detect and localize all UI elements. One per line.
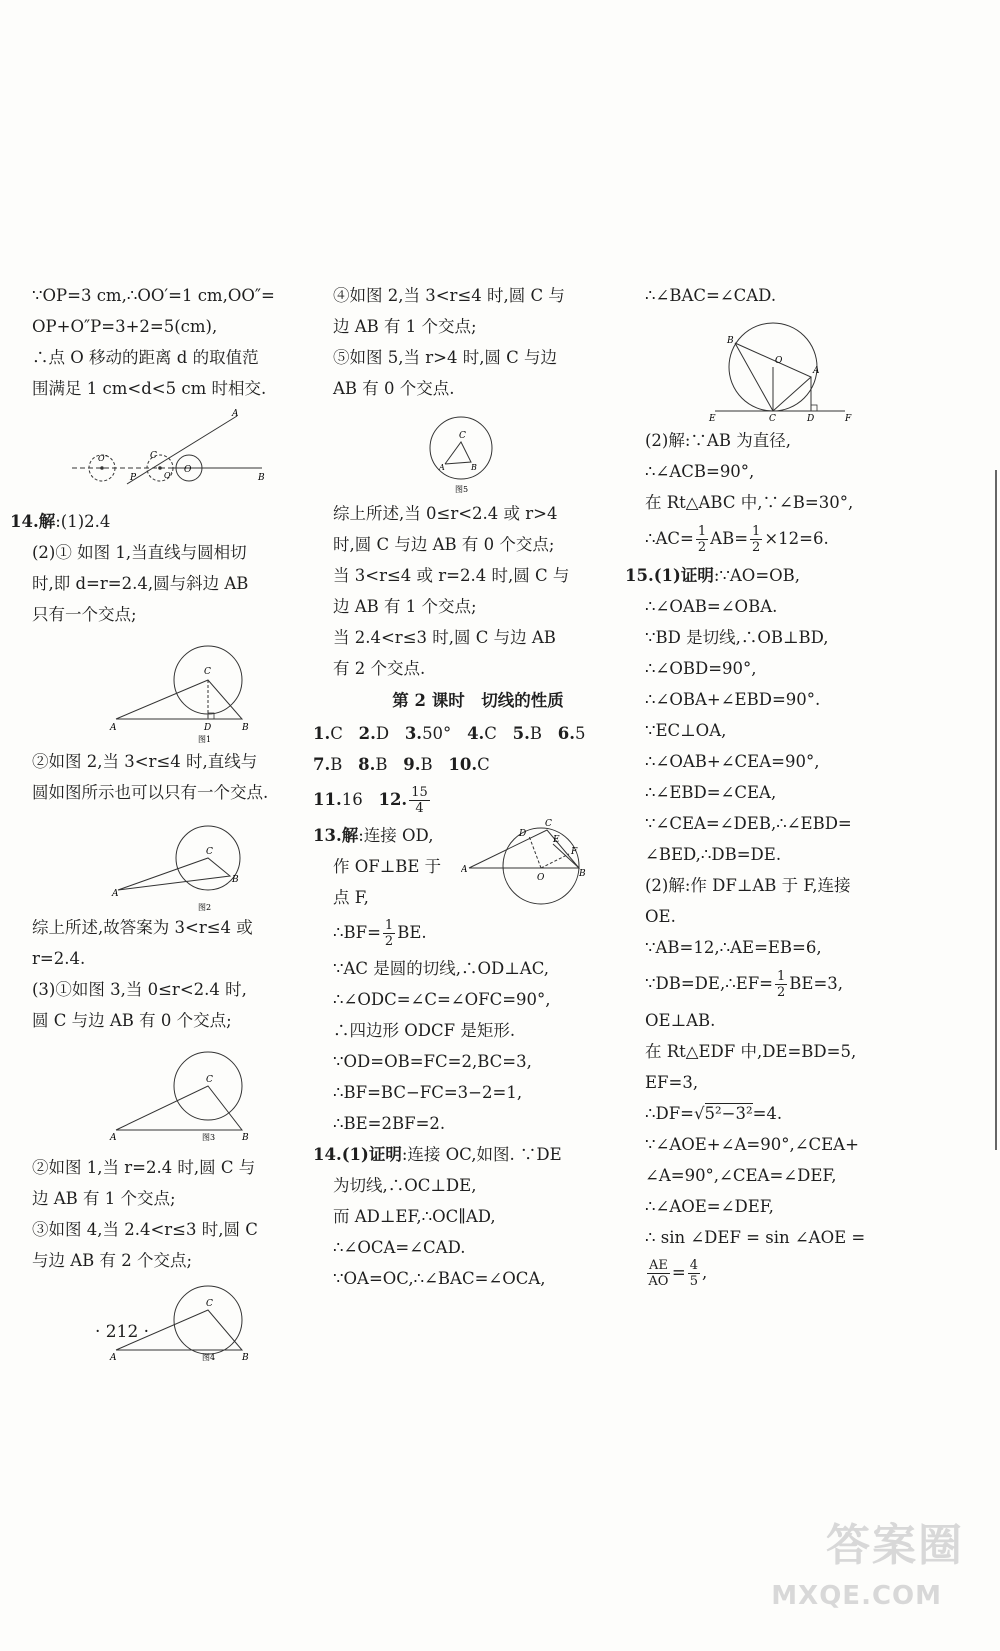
text-line: ∴∠ACB=90°, — [645, 462, 755, 481]
text-line: ∵AC 是圆的切线,∴OD⊥AC, — [333, 959, 549, 978]
text-line: AB 有 0 个交点. — [333, 379, 455, 398]
question-number: 7. — [313, 755, 331, 774]
question-label: 解 — [38, 512, 56, 531]
text-line: ∴BF= $\frac{1}{2}$ BE. — [333, 918, 427, 949]
text-line: ∵OD=OB=FC=2,BC=3, — [333, 1052, 532, 1071]
figure-1 — [92, 634, 292, 746]
svg-text:E: E — [553, 835, 560, 845]
fraction: $\frac{4}{5}$ — [689, 1258, 698, 1289]
svg-text:C: C — [545, 819, 552, 829]
text-line: ∴∠BAC=∠CAD. — [645, 286, 777, 305]
svg-text:D: D — [807, 414, 815, 424]
text-line: ∴∠OBD=90°, — [645, 659, 757, 678]
figure-3 — [92, 1040, 292, 1152]
page-edge — [992, 0, 1000, 1651]
text-line: 边 AB 有 1 个交点; — [32, 1189, 176, 1208]
text-line: ∵AB=12,∴AE=EB=6, — [645, 938, 822, 957]
figure-5 — [373, 408, 573, 498]
svg-text:E: E — [709, 414, 716, 424]
text-line: 与边 AB 有 2 个交点; — [32, 1251, 193, 1270]
text-line: EF=3, — [645, 1073, 699, 1092]
text-line: (2)① 如图 1,当直线与圆相切 — [32, 543, 247, 562]
svg-text:O: O — [184, 465, 192, 475]
text-line: ∵EC⊥OA, — [645, 721, 727, 740]
answer: 5 — [575, 724, 586, 743]
text-line: 作 OF⊥BE 于 — [333, 857, 442, 876]
column-left — [10, 280, 324, 1372]
section-heading: 第 2 课时 切线的性质 — [392, 691, 564, 710]
answer-row — [313, 718, 623, 749]
svg-text:D: D — [204, 723, 212, 733]
watermark-logo: 答案圈 — [826, 1520, 964, 1571]
answer: B — [375, 755, 388, 774]
text-line: 时,即 d=r=2.4,圆与斜边 AB — [32, 574, 249, 593]
text-line: 时,圆 C 与边 AB 有 0 个交点; — [333, 535, 555, 554]
svg-text:B: B — [471, 463, 477, 472]
answer: D — [375, 724, 390, 743]
text-line: ∴BF=BC−FC=3−2=1, — [333, 1083, 523, 1102]
text-line: ∵BD 是切线,∴OB⊥BD, — [645, 628, 829, 647]
text-line: ③如图 4,当 2.4<r≤3 时,圆 C — [32, 1220, 258, 1239]
fraction: $\frac{AE}{AO}$ — [648, 1258, 669, 1289]
text-line: 边 AB 有 1 个交点; — [333, 597, 477, 616]
text-line: 有 2 个交点. — [333, 659, 426, 678]
figure-2 — [92, 812, 292, 912]
column-right — [625, 280, 935, 1293]
question-number: 4. — [467, 724, 485, 743]
question-number: 6. — [557, 724, 576, 743]
text-line: 圆如图所示也可以只有一个交点. — [32, 783, 269, 802]
svg-text:B: B — [242, 723, 249, 733]
svg-text:B: B — [242, 1353, 249, 1363]
text-line: OE. — [645, 907, 676, 926]
text-line: (3)①如图 3,当 0≤r<2.4 时, — [32, 980, 247, 999]
text-line: ∴ sin ∠DEF = sin ∠AOE = — [645, 1228, 866, 1247]
svg-text:A: A — [110, 723, 117, 733]
text-line: OP+O″P=3+2=5(cm), — [32, 317, 218, 336]
text-line: 点 F, — [333, 888, 369, 907]
text-line: ∴∠OBA+∠EBD=90°. — [645, 690, 821, 709]
text-line: OE⊥AB. — [645, 1011, 716, 1030]
watermark-url: MXQE.COM — [771, 1581, 942, 1611]
svg-text:O′: O′ — [164, 471, 173, 480]
text-line: ∵∠CEA=∠DEB,∴∠EBD= — [645, 814, 852, 833]
svg-text:A: A — [110, 1133, 117, 1143]
text-line: $\frac{AE}{AO}$ = $\frac{4}{5}$ , — [648, 1258, 708, 1289]
answer: C — [477, 755, 490, 774]
figure-q13 — [461, 818, 591, 918]
svg-text:F: F — [845, 414, 852, 424]
text-line: 圆 C 与边 AB 有 0 个交点; — [32, 1011, 232, 1030]
text-line: ∠A=90°,∠CEA=∠DEF, — [645, 1166, 837, 1185]
answer-row — [313, 749, 623, 780]
figure-caption: 图2 — [198, 903, 212, 912]
svg-text:O: O — [537, 873, 545, 883]
question-13-block — [313, 819, 623, 913]
svg-text:P: P — [130, 473, 137, 483]
binding-line — [995, 470, 997, 1150]
question-label: (1)证明 — [653, 566, 714, 585]
svg-text:C: C — [150, 451, 157, 461]
answer-row — [313, 780, 623, 820]
svg-text:A: A — [439, 463, 445, 472]
svg-text:A: A — [110, 1353, 117, 1363]
svg-text:A: A — [112, 889, 119, 899]
question-number: 3. — [404, 724, 423, 743]
question-number: 5. — [512, 724, 530, 743]
fraction: $\frac{15}{4}$ — [411, 785, 428, 816]
text-line: ∴∠OAB=∠OBA. — [645, 597, 778, 616]
answer: C — [484, 724, 497, 743]
svg-text:C: C — [459, 431, 466, 441]
question-number: 11. — [313, 790, 342, 809]
svg-text:A: A — [813, 366, 820, 376]
question-label: 解 — [341, 826, 359, 845]
question-number: 12. — [378, 790, 408, 809]
question-number: 2. — [358, 724, 376, 743]
text-line: ∴∠OCA=∠CAD. — [333, 1238, 466, 1257]
page-number: · 212 · — [95, 1322, 150, 1342]
text-line: 只有一个交点; — [32, 605, 137, 624]
text-line: 当 3<r≤4 或 r=2.4 时,圆 C 与 — [333, 566, 570, 585]
text-line: ∵DB=DE,∴EF= $\frac{1}{2}$ BE=3, — [645, 969, 844, 1000]
svg-text:O: O — [775, 356, 783, 366]
answer: B — [330, 755, 343, 774]
text-line: ∴AC= $\frac{1}{2}$ AB= $\frac{1}{2}$ ×12=6. — [645, 524, 829, 555]
text-line: 为切线,∴OC⊥DE, — [333, 1176, 477, 1195]
svg-text:B: B — [242, 1133, 249, 1143]
figure-q14 — [705, 313, 865, 425]
question-number: 13. — [313, 826, 342, 845]
text-line: :连接 OD, — [358, 826, 434, 845]
svg-text:C: C — [206, 847, 213, 857]
text-line: (2)解:作 DF⊥AB 于 F,连接 — [645, 876, 851, 895]
text-line: ②如图 1,当 r=2.4 时,圆 C 与 — [32, 1158, 256, 1177]
text-line: :∵AO=OB, — [713, 566, 801, 585]
svg-text:B: B — [579, 869, 586, 879]
text-line: ∠BED,∴DB=DE. — [645, 845, 782, 864]
text-line: ∵∠AOE+∠A=90°,∠CEA+ — [645, 1135, 859, 1154]
text-line: 综上所述,当 0≤r<2.4 或 r>4 — [333, 504, 558, 523]
text-line: r=2.4. — [32, 949, 86, 968]
text-line: (2)解:∵AB 为直径, — [645, 431, 791, 450]
text-line: ∴点 O 移动的距离 d 的取值范 — [32, 348, 259, 367]
fraction: $\frac{1}{2}$ — [384, 918, 394, 949]
svg-text:F: F — [571, 847, 578, 857]
question-number: 15. — [625, 566, 654, 585]
svg-text:B: B — [258, 473, 265, 483]
text-line: ⑤如图 5,当 r>4 时,圆 C 与边 — [333, 348, 558, 367]
text-line: ∴DF=√5²−3²=4. — [645, 1104, 783, 1123]
text-line: :连接 OC,如图. ∵DE — [401, 1145, 562, 1164]
svg-text:B: B — [727, 336, 734, 346]
figure-caption: 图1 — [198, 735, 212, 744]
question-number: 8. — [358, 755, 376, 774]
answer: 50° — [422, 724, 452, 743]
text-line: ②如图 2,当 3<r≤4 时,直线与 — [32, 752, 258, 771]
text-line: 综上所述,故答案为 3<r≤4 或 — [32, 918, 253, 937]
text-line: ∴∠EBD=∠CEA, — [645, 783, 777, 802]
svg-text:B: B — [232, 875, 239, 885]
text-line: 边 AB 有 1 个交点; — [333, 317, 477, 336]
svg-text:A: A — [232, 409, 239, 419]
text-line: ∴四边形 ODCF 是矩形. — [333, 1021, 516, 1040]
answer: C — [330, 724, 343, 743]
text-line: ∵OA=OC,∴∠BAC=∠OCA, — [333, 1269, 546, 1288]
svg-text:C: C — [769, 414, 776, 424]
question-label: (1)证明 — [341, 1145, 402, 1164]
svg-text:C: C — [204, 667, 211, 677]
question-15 — [625, 560, 935, 591]
question-number: 9. — [403, 755, 421, 774]
text-line: ∴BE=2BF=2. — [333, 1114, 446, 1133]
question-number: 14. — [10, 512, 39, 531]
fraction: $\frac{1}{2}$ — [752, 524, 761, 555]
text-line: 而 AD⊥EF,∴OC∥AD, — [333, 1207, 496, 1226]
svg-text:A: A — [461, 865, 468, 875]
figure-moving-circle — [52, 406, 322, 506]
answer: B — [529, 724, 543, 743]
question-14 — [313, 1139, 623, 1170]
text-line: :(1)2.4 — [55, 512, 111, 531]
figure-caption: 图5 — [455, 485, 469, 494]
text-line: 围满足 1 cm<d<5 cm 时相交. — [32, 379, 267, 398]
answer: B — [420, 755, 433, 774]
text-line: ∵OP=3 cm,∴OO′=1 cm,OO″= — [32, 286, 275, 305]
question-14 — [10, 506, 324, 537]
text-line: ∴∠AOE=∠DEF, — [645, 1197, 774, 1216]
sqrt-symbol: √ — [694, 1104, 705, 1123]
text-line: ∴∠ODC=∠C=∠OFC=90°, — [333, 990, 551, 1009]
column-middle — [313, 280, 623, 1294]
question-number: 1. — [313, 724, 331, 743]
text-line: 当 2.4<r≤3 时,圆 C 与边 AB — [333, 628, 556, 647]
text-line: ④如图 2,当 3<r≤4 时,圆 C 与 — [333, 286, 565, 305]
svg-text:C: C — [206, 1075, 213, 1085]
svg-text:D: D — [519, 829, 527, 839]
fraction: $\frac{1}{2}$ — [697, 524, 707, 555]
answer: 16 — [341, 790, 363, 809]
figure-caption: 图3 — [202, 1133, 216, 1142]
svg-text:C: C — [206, 1299, 213, 1309]
question-number: 10. — [448, 755, 478, 774]
text-line: ∴∠OAB+∠CEA=90°, — [645, 752, 820, 771]
fraction: $\frac{1}{2}$ — [777, 969, 786, 1000]
question-number: 14. — [313, 1145, 342, 1164]
text-line: 在 Rt△EDF 中,DE=BD=5, — [645, 1042, 857, 1061]
text-line: 在 Rt△ABC 中,∵∠B=30°, — [645, 493, 854, 512]
svg-text:O″: O″ — [98, 454, 108, 463]
figure-caption: 图4 — [202, 1353, 216, 1362]
